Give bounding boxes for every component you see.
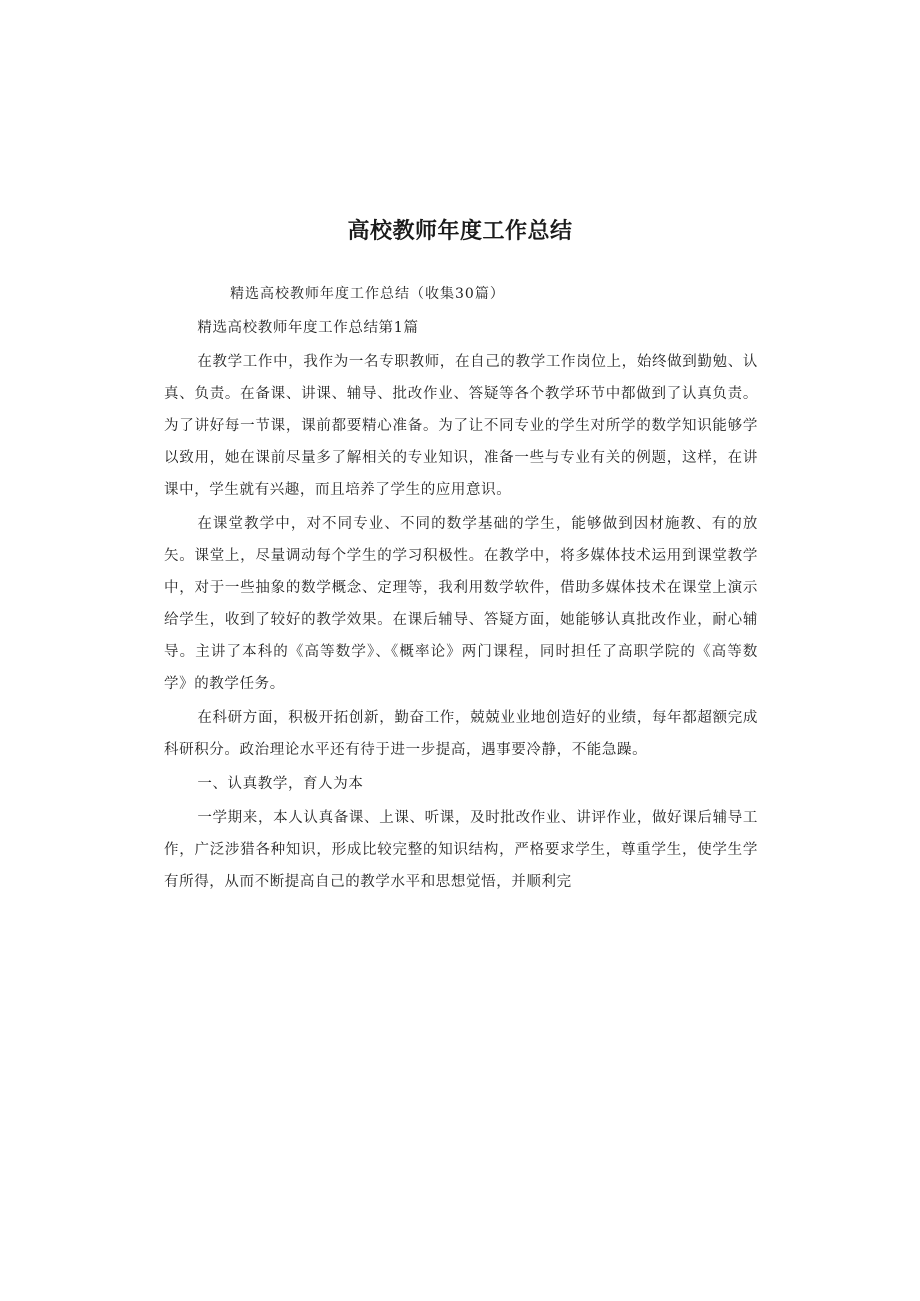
section-heading: 精选高校教师年度工作总结第1篇 bbox=[197, 320, 419, 336]
paragraph-2: 在课堂教学中，对不同专业、不同的数学基础的学生，能够做到因材施教、有的放矢。课堂上，尽量调动每个学生的学习积极性。在教学中，将多媒体技术运用到课堂教学中，对于一些抽象的数学概念、定理等，我利用数学软件，借助多媒体技术在课堂上演示给学生，收到了较好的教学效果。在课后辅导、答疑方面，她能够认真批改作业，耐心辅导。主讲了本科的《高等数学》、《概率论》两门课程，同时担任了高职学院的《高等数学》的教学任务。 bbox=[164, 516, 758, 692]
paragraph-3: 在科研方面，积极开拓创新，勤奋工作，兢兢业业地创造好的业绩，每年都超额完成科研积分。政治理论水平还有待于进一步提高，遇事要冷静，不能急躁。 bbox=[164, 710, 758, 758]
paragraph-4: 一学期来，本人认真备课、上课、听课，及时批改作业、讲评作业，做好课后辅导工作，广泛涉猎各种知识，形成比较完整的知识结构，严格要求学生，尊重学生，使学生学有所得，从而不断提高自己的教学水平和思想觉悟，并顺利完 bbox=[164, 810, 758, 890]
section-subheading: 一、认真教学，育人为本 bbox=[197, 776, 364, 792]
document-subtitle: 精选高校教师年度工作总结（收集30篇） bbox=[230, 286, 505, 302]
document-title: 高校教师年度工作总结 bbox=[347, 219, 573, 244]
paragraph-1: 在教学工作中，我作为一名专职教师，在自己的教学工作岗位上，始终做到勤勉、认真、负责。在备课、讲课、辅导、批改作业、答疑等各个教学环节中都做到了认真负责。为了讲好每一节课，课前都要精心准备。为了让不同专业的学生对所学的数学知识能够学以致用，她在课前尽量多了解相关的专业知识，准备一些与专业有关的例题，这样，在讲课中，学生就有兴趣，而且培养了学生的应用意识。 bbox=[164, 354, 758, 498]
document-body bbox=[164, 312, 758, 900]
